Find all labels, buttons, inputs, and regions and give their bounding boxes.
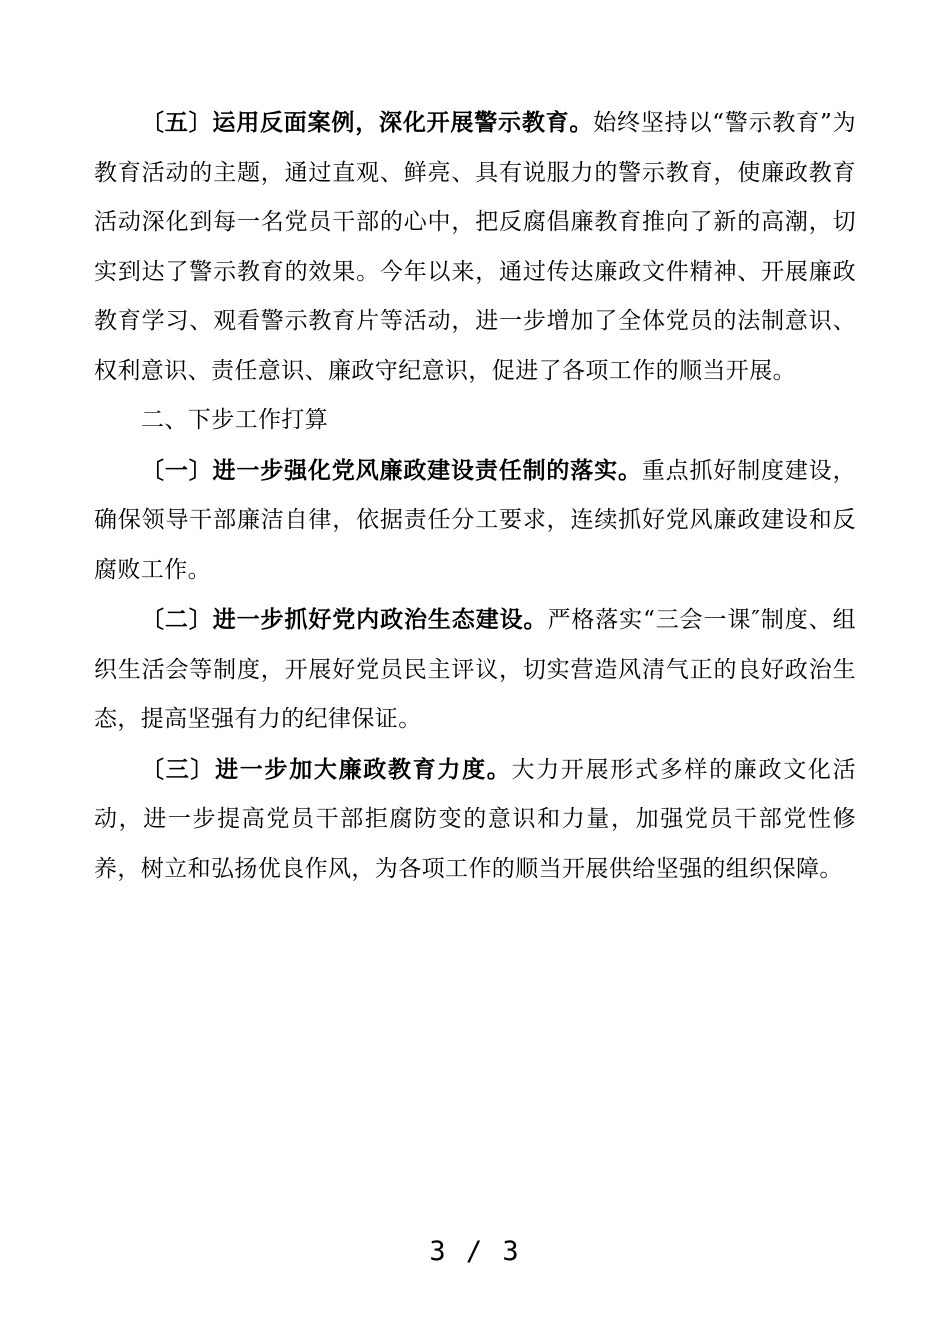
paragraph-plan-2 (94, 595, 856, 745)
paragraph-text: 严格落实“三会一课″制度、组织生活会等制度，开展好党员民主评议，切实营造风清气正的良好政治生态，提高坚强有力的纪律保证。 (94, 607, 856, 732)
section-heading: 二、下步工作打算 (141, 407, 329, 433)
paragraph-text: 始终坚持以“警示教育”为教育活动的主题，通过直观、鲜亮、具有说服力的警示教育，使廉政教育活动深化到每一名党员干部的心中，把反腐倡廉教育推向了新的高潮，切实到达了警示教育的效果。今年以来，通过传达廉政文件精神、开展廉政教育学习、观看警示教育片等活动，进一步增加了全体党员的法制意识、权利意识、责任意识、廉政守纪意识，促进了各项工作的顺当开展。 (94, 110, 856, 384)
paragraph-text: 大力开展形式多样的廉政文化活动，进一步提高党员干部拒腐防变的意识和力量，加强党员干部党性修养，树立和弘扬优良作风，为各项工作的顺当开展供给坚强的组织保障。 (94, 756, 856, 882)
page-number: 3 / 3 (429, 1236, 521, 1267)
paragraph-lead: 〔一〕进一步强化党风廉政建设责任制的落实。 (141, 456, 642, 484)
paragraph-lead: 〔二〕进一步抓好党内政治生态建设。 (141, 606, 548, 633)
paragraph-lead: 〔五〕运用反面案例，深化开展警示教育。 (141, 109, 594, 136)
paragraph-plan-1 (94, 446, 856, 596)
paragraph-text: 重点抓好制度建设，确保领导干部廉洁自律，依据责任分工要求，连续抓好党风廉政建设和反腐败工作。 (94, 457, 856, 583)
paragraph-warning-education (94, 98, 856, 396)
paragraph-plan-3 (94, 745, 856, 895)
paragraph-lead: 〔三〕进一步加大廉政教育力度。 (141, 755, 512, 783)
document-body (94, 98, 856, 894)
